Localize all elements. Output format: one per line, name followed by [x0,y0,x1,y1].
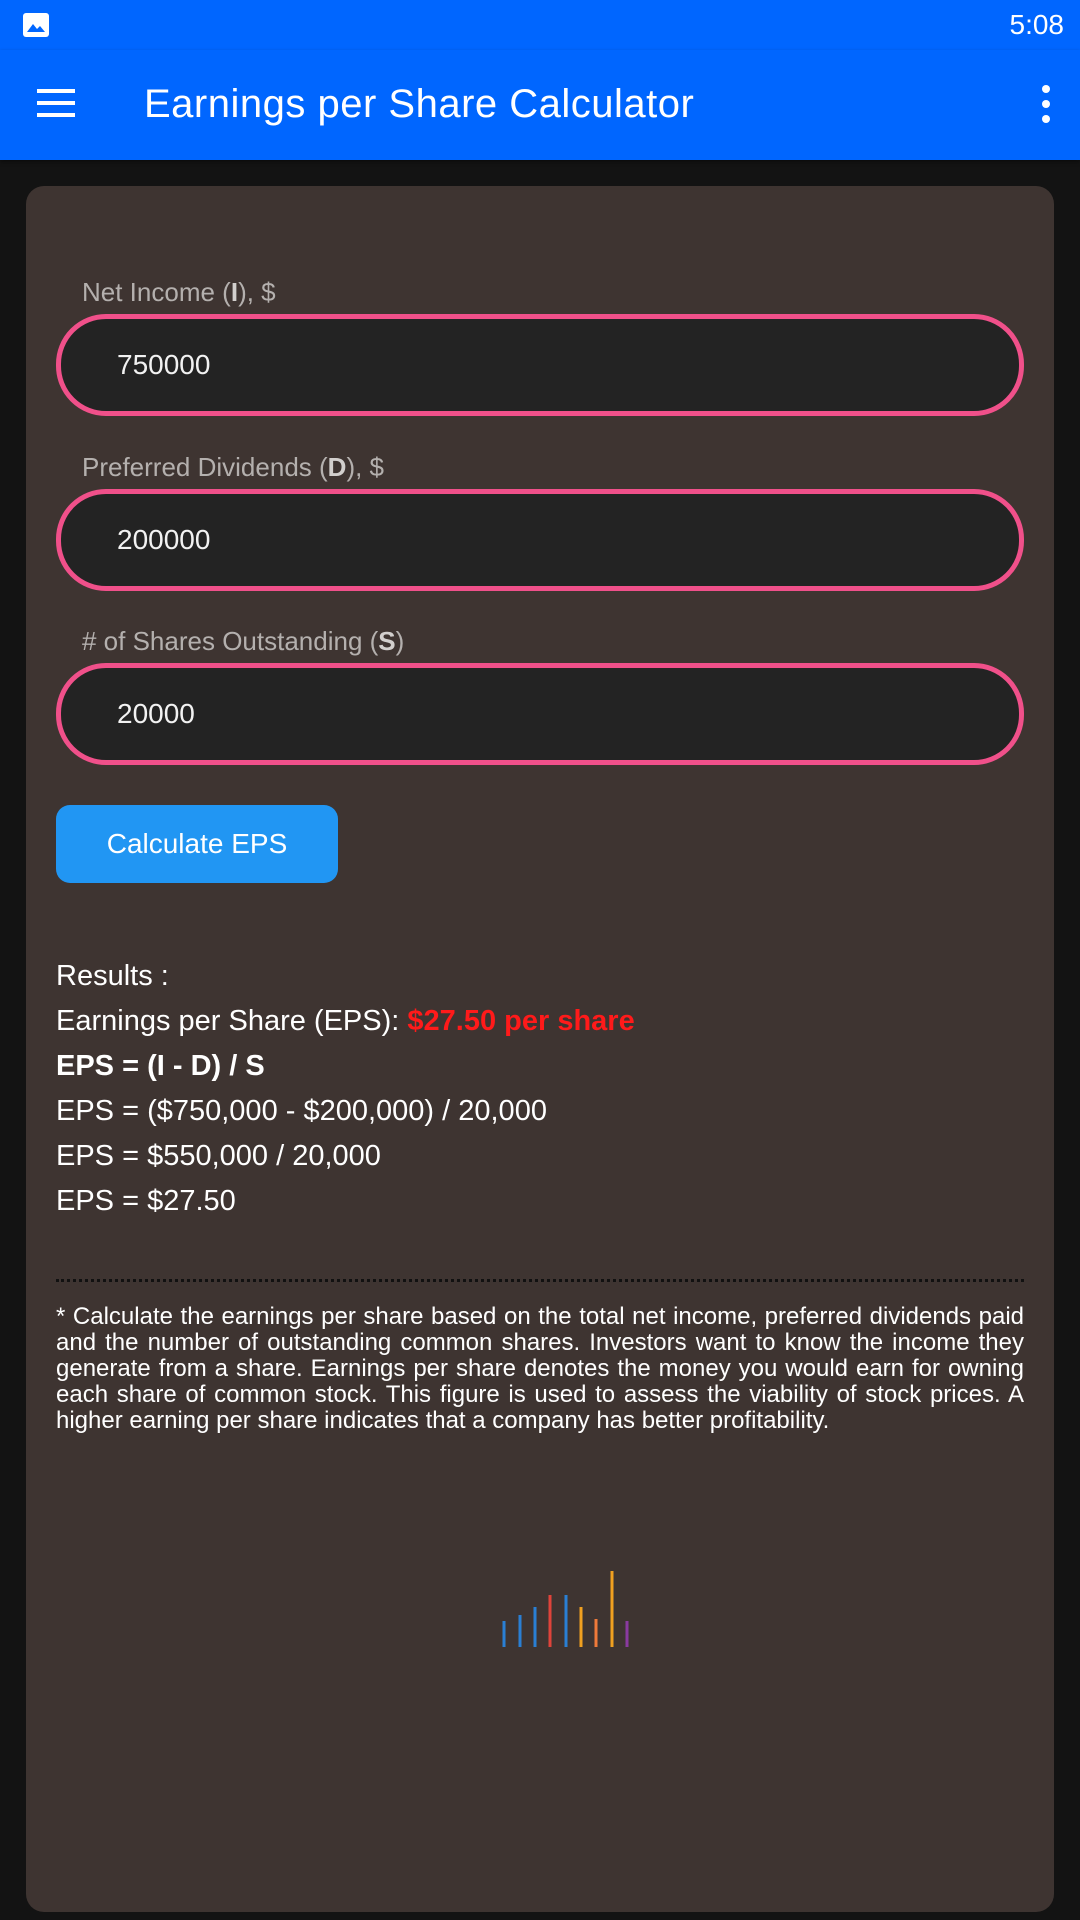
loading-bars-icon [494,1569,644,1649]
net-income-input[interactable] [117,319,977,411]
preferred-dividends-input[interactable] [117,494,977,586]
calculator-card [26,186,1054,1912]
shares-outstanding-input[interactable] [117,668,977,760]
results-section [56,954,1016,1224]
more-vertical-icon[interactable] [1036,84,1056,124]
eps-result-line [56,999,1016,1044]
image-icon [22,12,50,38]
results-heading: Results : [56,960,169,992]
eps-formula: EPS = (I - D) / S [56,1050,265,1082]
preferred-dividends-field-box [56,489,1024,591]
net-income-label: Net Income (I), $ [82,277,276,307]
eps-step-1: EPS = ($750,000 - $200,000) / 20,000 [56,1095,547,1127]
hamburger-menu-icon[interactable] [37,88,75,118]
status-time: 5:08 [1009,9,1064,40]
description-note: * Calculate the earnings per share based on the total net income, preferred dividends paid and the number of outstanding common shares. Investors want to know the income they generate from a share. Earnings per share denotes the money you would earn for owning each share of common stock. This figure is used to assess the viability of stock prices. A higher earning per share indicates that a company has better profitability. [56,1303,1024,1434]
shares-outstanding-label: # of Shares Outstanding (S) [82,626,405,656]
eps-result-label: Earnings per Share (EPS): [56,1005,408,1037]
preferred-dividends-label: Preferred Dividends (D), $ [82,452,385,482]
divider [56,1279,1024,1282]
eps-step-3: EPS = $27.50 [56,1185,236,1217]
eps-step-2: EPS = $550,000 / 20,000 [56,1140,381,1172]
page-title: Earnings per Share Calculator [144,82,695,126]
shares-outstanding-field-box [56,663,1024,765]
calculate-eps-button[interactable]: Calculate EPS [56,805,338,883]
net-income-field-box [56,314,1024,416]
eps-result-value: $27.50 per share [407,1005,635,1037]
app-bar [0,50,1080,160]
status-bar [0,0,1080,50]
